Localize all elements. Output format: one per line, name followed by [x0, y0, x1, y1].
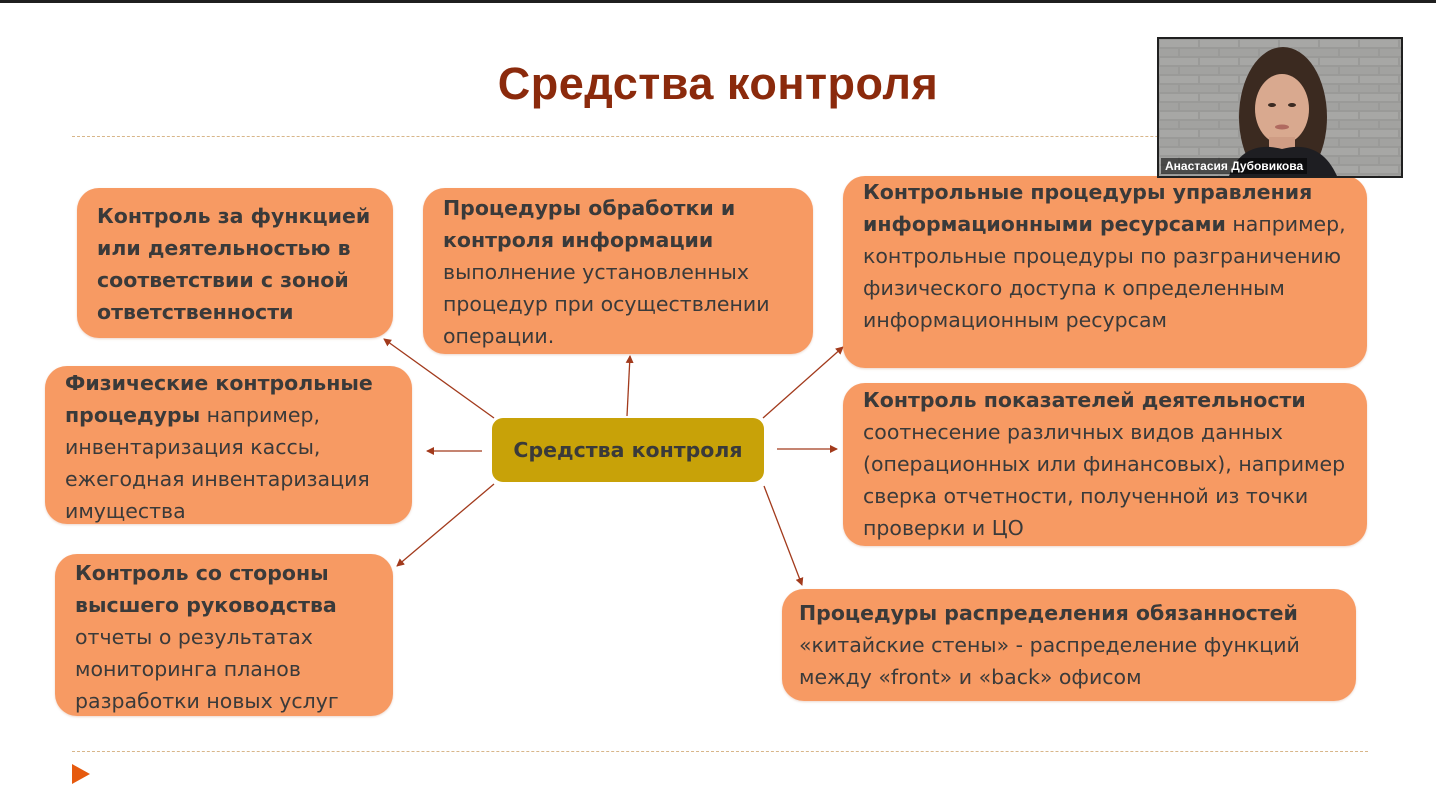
participant-name: Анастасия Дубовикова — [1161, 158, 1307, 174]
box-text: например, инвентаризация кассы, ежегодная инвентаризация имущества — [65, 403, 370, 523]
box-function-control — [77, 188, 393, 338]
box-heading: Контроль со стороны высшего руководства — [75, 561, 337, 617]
box-info-resources — [843, 176, 1367, 368]
box-heading: Контрольные процедуры управления информационными ресурсами — [863, 180, 1313, 236]
box-text: соотнесение различных видов данных (операционных или финансовых), например сверка отчетности, полученной из точки проверки и ЦО — [863, 420, 1346, 540]
box-management-control — [55, 554, 393, 716]
box-heading: Контроль показателей деятельности — [863, 388, 1306, 412]
box-heading: Физические контрольные процедуры — [65, 371, 373, 427]
box-heading: Контроль за функцией или деятельностью в соответствии с зоной ответственности — [97, 204, 371, 324]
box-performance-control — [843, 383, 1367, 546]
arrow-to-info-procedures — [627, 356, 630, 416]
box-text: например, контрольные процедуры по разграничению физического доступа к определенным информационным ресурсам — [863, 212, 1346, 332]
box-heading: Процедуры распределения обязанностей — [799, 601, 1298, 625]
box-physical-procedures — [45, 366, 412, 524]
webcam-tile[interactable] — [1157, 37, 1403, 178]
box-text: «китайские стены» - распределение функций между «front» и «back» офисом — [799, 633, 1300, 689]
slide-title: Средства контроля — [497, 58, 939, 109]
arrow-to-duties-separation — [764, 486, 802, 585]
box-info-processing — [423, 188, 813, 354]
center-node: Средства контроля — [492, 418, 764, 482]
box-text: выполнение установленных процедур при осуществлении операции. — [443, 260, 770, 348]
box-text: отчеты о результатах мониторинга планов разработки новых услуг — [75, 625, 339, 713]
play-triangle-icon — [72, 764, 90, 784]
arrow-to-info-resources — [763, 347, 843, 418]
box-heading: Процедуры обработки и контроля информации — [443, 196, 736, 252]
webcam-video — [1159, 39, 1401, 176]
box-duties-separation — [782, 589, 1356, 701]
